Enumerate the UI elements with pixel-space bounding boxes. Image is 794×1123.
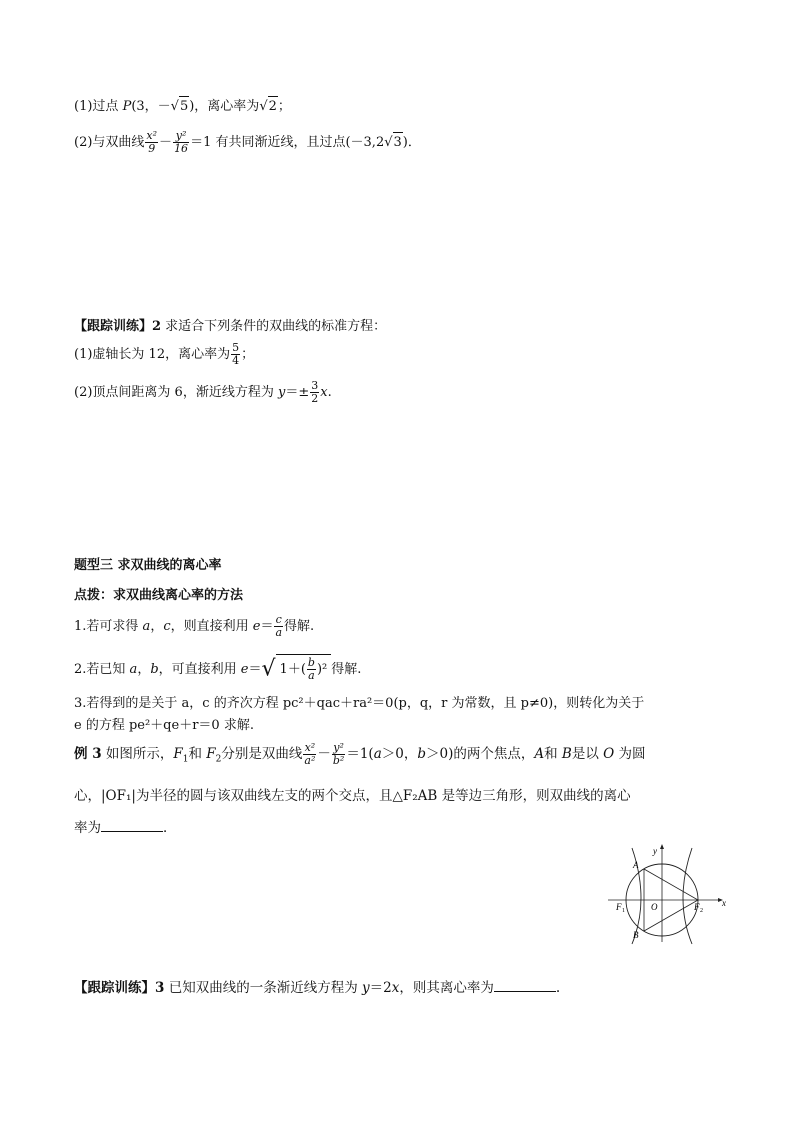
text: ＝: [260, 619, 274, 634]
hyperbola-figure: [606, 842, 732, 946]
text: )．: [402, 135, 421, 150]
sqrt-sign: √: [384, 135, 393, 150]
tracking-exercise-3: [74, 978, 560, 998]
text: ＝1 有共同渐近线，且过点(－3,2: [190, 135, 385, 150]
text: ＝1(: [346, 746, 374, 762]
fraction: [145, 130, 158, 155]
var-x: x: [320, 385, 328, 400]
answer-blank: [494, 979, 556, 992]
sqrt-expression: 1＋( $\frac{b}{a}$ )²: [276, 654, 332, 684]
var-A: A: [534, 746, 545, 762]
sqrt-2: 2: [268, 96, 278, 117]
text: －: [317, 746, 331, 762]
denominator: a: [275, 626, 283, 639]
text: 率为: [74, 820, 101, 836]
numerator: y²: [333, 741, 344, 754]
denominator: a²: [304, 754, 316, 767]
text: 得解.: [331, 662, 362, 677]
text: 和: [544, 746, 562, 762]
example-label: 例 3: [74, 746, 102, 762]
text: 是以: [571, 746, 604, 762]
text: ，则其离心率为: [399, 980, 494, 996]
text: ＞0，: [381, 746, 418, 762]
exercise-label: 【跟踪训练】2: [74, 319, 162, 334]
label-F1: F: [616, 902, 622, 912]
fraction: [310, 380, 319, 405]
tracking-exercise-2-title: [74, 317, 386, 337]
var-c: c: [163, 619, 171, 634]
example-3-line-2: 心，|OF₁|为半径的圆与该双曲线左支的两个交点，且△F₂AB 是等边三角形，则双曲线的离心: [74, 788, 631, 804]
text: 求适合下列条件的双曲线的标准方程：: [161, 319, 387, 334]
text: －: [159, 135, 173, 150]
denominator: 4: [232, 354, 240, 367]
label-A: A: [633, 860, 639, 870]
text: 2.若已知: [74, 662, 130, 677]
sqrt-5: 5: [179, 96, 189, 117]
text: ．: [163, 820, 177, 836]
var-y: y: [362, 980, 370, 996]
text: 为圆: [614, 746, 646, 762]
text: ＞0)的两个焦点，: [426, 746, 535, 762]
problem-part-1: [74, 96, 291, 117]
text: 已知双曲线的一条渐近线方程为: [164, 980, 362, 996]
text: (2)与双曲线: [74, 135, 145, 150]
text: .: [555, 980, 561, 996]
text: ；: [277, 99, 291, 114]
text: )，离心率为: [189, 99, 260, 114]
denominator: a: [308, 669, 315, 682]
numerator: 5: [232, 341, 240, 354]
method-3-line-1: 3.若得到的是关于 a，c 的齐次方程 pc²＋qac＋ra²＝0(p，q，r 为常数，且 p≠0)，则转化为关于: [74, 696, 645, 711]
fraction: [274, 614, 283, 639]
text: (1)虚轴长为 12，离心率为: [74, 347, 231, 362]
text: ，可直接利用: [158, 662, 241, 677]
var-P: P: [122, 99, 132, 114]
text: 1＋: [279, 662, 301, 677]
fraction: [307, 657, 316, 682]
subscript: 2: [215, 754, 222, 765]
denominator: b²: [332, 754, 345, 767]
numerator: y²: [173, 130, 189, 143]
text: 分别是双曲线: [221, 746, 303, 762]
numerator: c: [275, 613, 282, 626]
numerator: 3: [311, 379, 319, 392]
label-O: O: [651, 902, 658, 912]
example-3-line-1: [74, 742, 646, 770]
fraction: [332, 742, 345, 767]
text: ，: [137, 662, 151, 677]
numerator: b: [307, 656, 315, 669]
problem-part-2: [74, 130, 421, 155]
exercise-label: 【跟踪训练】3: [74, 980, 165, 996]
var-a: a: [129, 662, 138, 677]
text: ＝: [248, 662, 262, 677]
text: ，: [150, 619, 164, 634]
var-e: e: [252, 619, 261, 634]
var-F1: F: [173, 746, 183, 762]
sqrt-sign: √: [261, 656, 276, 682]
numerator: x²: [146, 129, 158, 142]
denominator: 9: [148, 142, 156, 155]
tip-heading: 点拨：求双曲线离心率的方法: [74, 588, 244, 603]
text: 得解.: [284, 619, 315, 634]
var-y: y: [277, 385, 286, 400]
text: 和: [188, 746, 207, 762]
text: (3，－: [131, 99, 171, 114]
label-y: y: [653, 846, 657, 856]
text: 1.若可求得: [74, 619, 143, 634]
sqrt-sign: √: [170, 99, 179, 114]
fraction: [303, 742, 316, 767]
text: ＝±: [285, 385, 310, 400]
numerator: x²: [304, 741, 316, 754]
var-B: B: [561, 746, 572, 762]
method-2: [74, 654, 361, 684]
subscript: 1: [182, 754, 189, 765]
text: 如图所示，: [101, 746, 174, 762]
var-O: O: [603, 746, 615, 762]
label-B: B: [633, 930, 639, 940]
var-a: a: [142, 619, 151, 634]
denominator: 2: [311, 392, 319, 405]
tracking-exercise-2-part-1: [74, 342, 254, 367]
text: (2)顶点间距离为 6，渐近线方程为: [74, 385, 278, 400]
var-b: b: [150, 662, 159, 677]
section-heading: 题型三 求双曲线的离心率: [74, 558, 222, 573]
label-F2: F: [694, 902, 700, 912]
label-F2-sub: 2: [700, 908, 703, 914]
sqrt-3: 3: [393, 132, 403, 153]
text: ，则直接利用: [170, 619, 253, 634]
var-x: x: [391, 980, 400, 996]
example-3-line-3: [74, 818, 177, 838]
text: .: [327, 385, 332, 400]
var-e: e: [240, 662, 249, 677]
var-a: a: [373, 746, 382, 762]
text: (1)过点: [74, 99, 123, 114]
y-axis-arrow: [660, 844, 664, 849]
var-F2: F: [206, 746, 216, 762]
fraction: [231, 342, 240, 367]
label-x: x: [722, 898, 726, 908]
text: ＝2: [369, 980, 392, 996]
label-F1-sub: 1: [622, 908, 625, 914]
answer-blank: [101, 819, 163, 832]
denominator: 16: [174, 142, 189, 155]
text: ；: [241, 347, 255, 362]
tracking-exercise-2-part-2: [74, 380, 332, 405]
sqrt-sign: √: [259, 99, 268, 114]
method-1: [74, 614, 314, 639]
fraction: [173, 130, 189, 155]
method-3-line-2: e 的方程 pe²＋qe＋r＝0 求解.: [74, 718, 254, 733]
var-b: b: [417, 746, 426, 762]
